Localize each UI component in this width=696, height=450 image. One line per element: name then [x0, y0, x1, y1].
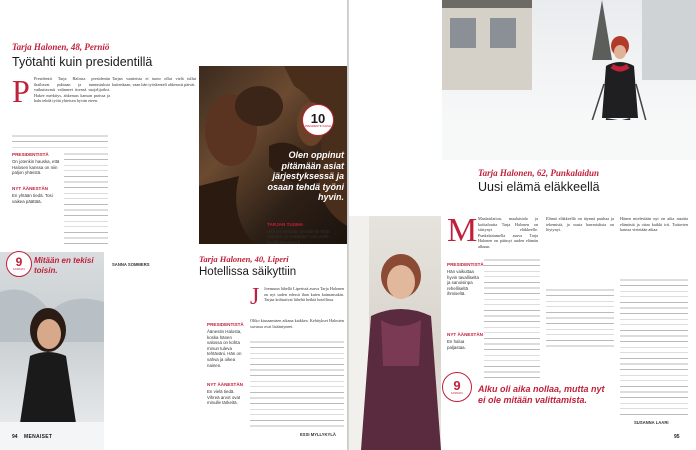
story3-vote-text: En halua paljastaa. — [447, 339, 466, 350]
story1-body-lines — [12, 134, 108, 148]
story2-body-lines — [250, 340, 344, 428]
story2-kicker: Tarja Halonen, 40, Liperi — [199, 254, 289, 264]
story1-kicker: Tarja Halonen, 48, Perniö — [12, 42, 110, 52]
story3-col1-lines — [484, 258, 540, 382]
story1-badge — [302, 104, 334, 136]
story3-pres-text: Hän vaikuttaa hyvin tavalliselta ja sanoisinpa rehelliseltä ihmiseltä. — [447, 269, 479, 297]
story1-title: Työtahti kuin presidentillä — [12, 55, 153, 69]
story2-vote-head: NYT ÄÄNESTÄN — [207, 382, 243, 387]
story2-badge-number: 9 — [15, 255, 23, 269]
story1-pres-head: PRESIDENTISTÄ — [12, 152, 49, 157]
story2-body: Joensuun lähellä Liperissä asuva Tarja Halonen on nyt suden edessä ihan kuten kaimansakin. Tarjaa kohtasivat läheltä hetkiä hotellissa. — [264, 286, 344, 303]
story1-badge-text: PRESIDENTIN KAIMA — [304, 124, 332, 128]
story2-title: Hotellissa säikyttiin — [199, 266, 297, 278]
story3-col2-lines — [546, 288, 614, 348]
info-box-text: Mitä jos minkään presidentti Tarja Halosen 12 vuodesta? Luin 2000-luvulla Menaiset.fi — [267, 229, 330, 245]
story1-body-3 — [64, 152, 108, 248]
snow-portrait-photo — [0, 252, 104, 450]
story1-badge-number: 10 — [310, 110, 326, 126]
left-magazine-name: MENAISET — [24, 434, 53, 440]
story3-pres-head: PRESIDENTISTÄ — [447, 262, 484, 267]
story3-badge — [442, 372, 472, 402]
story3-drop-cap: M — [447, 212, 478, 249]
story2-pres-text: Äänestin Halosta, koska hänen valossa on kohta minun tuleva tehtäväni. Hän on vahva ja oikea nainen. — [207, 329, 242, 368]
portrait-indoor-photo — [349, 216, 441, 450]
story1-vote-text: En yhtään tiedä. Tosi vaikea päättää. — [12, 193, 53, 204]
story3-body-3: Hänen mielestään nyt on aika nauttia elämästä ja ottaa kaikki irti. Tuttavien kanssa vietetään aikaa. — [620, 216, 688, 233]
snow-walk-photo — [442, 0, 696, 160]
story1-quote: Olen oppinut pitämään asiat järjestyksessä ja osaan tehdä työni hyvin. — [267, 150, 344, 202]
story3-title: Uusi elämä eläkkeellä — [478, 180, 600, 194]
story2-body-2: Oliko kiusaamisen aikana kaikkea. Kehitykset Halosten suvussa ovat lisääntyneet. — [250, 318, 344, 329]
left-page-number: 94 — [12, 434, 18, 440]
story1-pres-text: On jotenkin hauska, että Halosen kanssa on niin paljon yhteistä. — [12, 159, 60, 176]
story3-body: Maalaislaiton, maalaistalo ja kotitaloutta Tarja Halonen on siirtynyt eläkkeelle. Punkalaitumella asuva Tarja Halonen on päässyt uuden elämän alkuun. — [478, 216, 538, 249]
story3-quote: Alku oli aika nollaa, mutta nyt ei ole mitään valittamista. — [478, 384, 605, 405]
story2-badge — [6, 251, 32, 277]
story2-vote-text: En vielä tiedä. Vihreä arvot ovat minulle tärkeitä. — [207, 389, 241, 406]
story1-vote-head: NYT ÄÄNESTÄN — [12, 186, 48, 191]
story3-body-2: Elämä eläkkeellä on täynnä puuhaa ja tekemistä, ja uusia harrastuksia on löytynyt. — [546, 216, 614, 233]
story1-drop-cap: P — [12, 73, 30, 109]
story2-drop-cap: J — [250, 284, 260, 310]
story3-badge-number: 9 — [453, 377, 461, 393]
story1-photo-credit: SANNA SOMMERS — [112, 262, 150, 267]
left-photo-credit: ESSI MYLLYKYLÄ — [300, 432, 336, 437]
story3-kicker: Tarja Halonen, 62, Punkalaidun — [478, 168, 599, 178]
right-photo-credit: SUSANNA LAARI — [634, 420, 669, 425]
info-box-head: TARJAN TUUMA — [267, 222, 304, 227]
story3-col3-lines — [620, 278, 688, 418]
story2-badge-text: KAIMASTA — [13, 268, 25, 271]
story2-pres-head: PRESIDENTISTÄ — [207, 322, 244, 327]
story2-quote: Mitään en tekisi toisin. — [34, 256, 94, 275]
story1-body: Presidentti Tarja Halosta presidentin ihailtavat puhtaan ja tunnustuksia vaikuttavasti valinneet itsensä suojelijoiksi. Hakee merkitys, ahkeruus kansan parissa ja halu tehdä työtä yhteisen hyvän eteen. — [34, 76, 110, 104]
story3-badge-text: KAIMASTA — [451, 391, 463, 395]
story1-body-2: Tarjan vaatteista ei tunto ollut vielä tullut kuitenkaan, vaan hän työskenteli ahkerasti päivät. — [112, 76, 196, 87]
right-page-number: 95 — [674, 434, 680, 440]
story3-vote-head: NYT ÄÄNESTÄN — [447, 332, 483, 337]
